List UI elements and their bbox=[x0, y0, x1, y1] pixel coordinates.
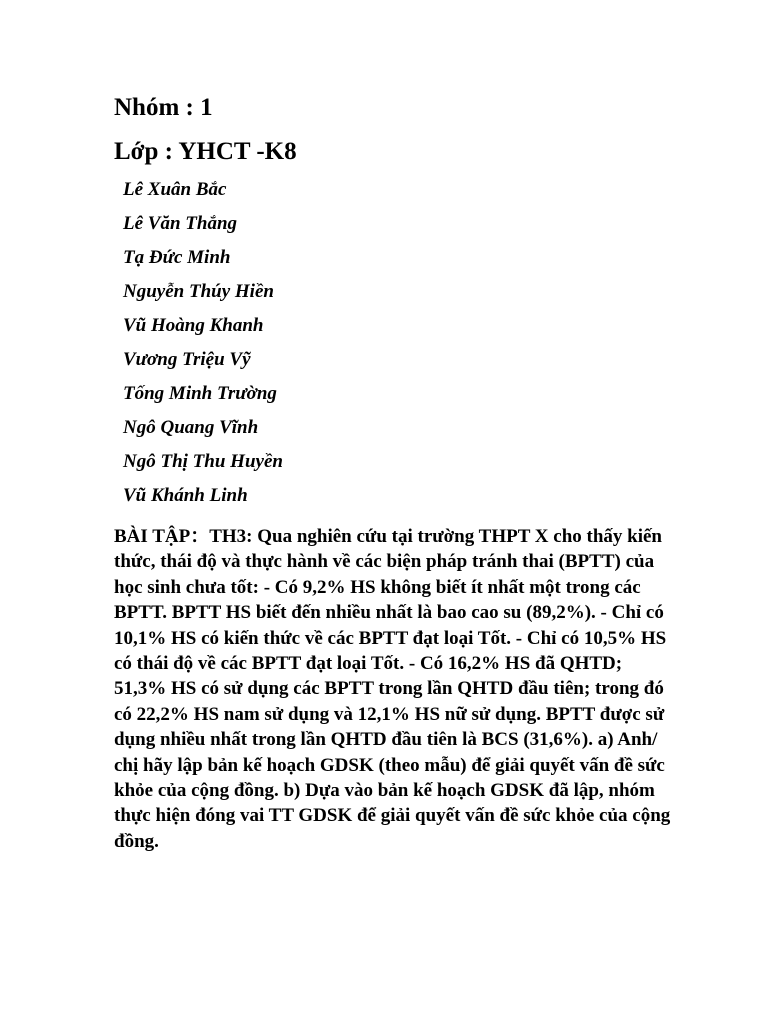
member-name: Vũ Hoàng Khanh bbox=[123, 315, 264, 336]
member-name: Lê Văn Thắng bbox=[123, 213, 238, 234]
member-name: Nguyễn Thúy Hiền bbox=[123, 281, 274, 302]
member-name: Vũ Khánh Linh bbox=[123, 485, 248, 506]
member-name: Tạ Đức Minh bbox=[123, 247, 231, 268]
member-name: Vương Triệu Vỹ bbox=[123, 349, 251, 370]
member-name: Tống Minh Trường bbox=[123, 383, 277, 404]
member-list bbox=[123, 176, 283, 516]
exercise-paragraph: BÀI TẬP：TH3: Qua nghiên cứu tại trường THPT X cho thấy kiến thức, thái độ và thực hành về các biện pháp tránh thai (BPTT) của học sinh chưa tốt: - Có 9,2% HS không biết ít nhất một trong các BPTT. BPTT HS biết đến nhiều nhất là bao cao su (89,2%). - Chỉ có 10,1% HS có kiến thức về các BPTT đạt loại Tốt. - Chỉ có 10,5% HS có thái độ về các BPTT đạt loại Tốt. - Có 16,2% HS đã QHTD; 51,3% HS có sử dụng các BPTT trong lần QHTD đầu tiên; trong đó có 22,2% HS nam sử dụng và 12,1% HS nữ sử dụng. BPTT được sử dụng nhiều nhất trong lần QHTD đầu tiên là BCS (31,6%). a) Anh/ chị hãy lập bản kế hoạch GDSK (theo mẫu) để giải quyết vấn đề sức khỏe của cộng đồng. b) Dựa vào bản kế hoạch GDSK đã lập, nhóm thực hiện đóng vai TT GDSK để giải quyết vấn đề sức khỏe của cộng đồng. bbox=[114, 526, 671, 852]
member-name: Ngô Quang Vĩnh bbox=[123, 417, 259, 438]
class-title: Lớp : YHCT -K8 bbox=[114, 138, 297, 165]
member-name: Ngô Thị Thu Huyền bbox=[123, 451, 283, 472]
member-name: Lê Xuân Bắc bbox=[123, 179, 227, 200]
group-title: Nhóm : 1 bbox=[114, 94, 213, 121]
